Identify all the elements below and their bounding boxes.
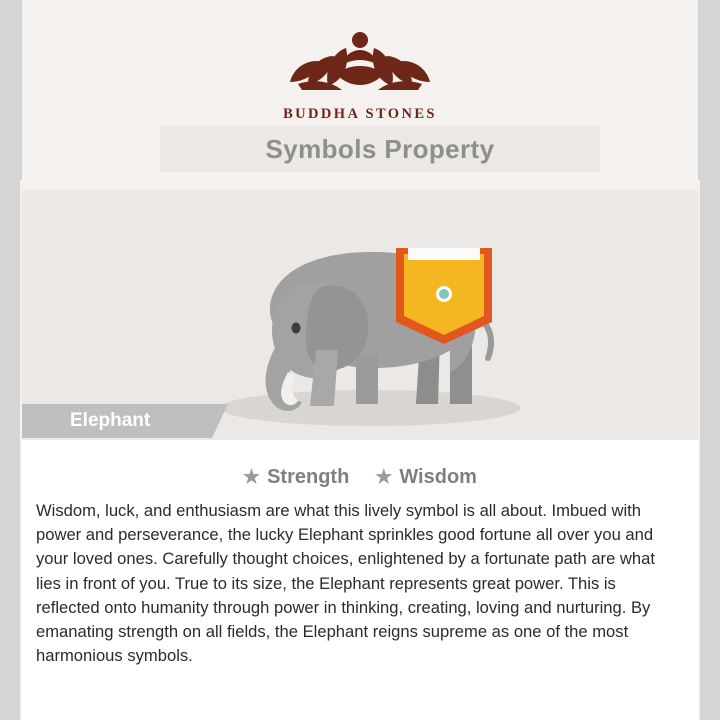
star-icon: ★ (243, 467, 261, 488)
lotus-meditation-icon (280, 22, 440, 102)
page-title: Symbols Property (265, 133, 495, 164)
right-edge-decoration (698, 0, 720, 180)
keyword-item (243, 466, 349, 489)
keyword-label: Wisdom (399, 466, 477, 488)
description-area (22, 440, 698, 720)
keyword-label: Strength (267, 466, 350, 488)
description-text: Wisdom, luck, and enthusiasm are what this lively symbol is all about. Imbued with power and perseverance, the lucky Elephant sprinkles good fortune all over you and your loved ones. Carefully thought choices, enlightened by a fortunate path are what lies in front of you. True to its size, the Elephant represents great power. This is reflected onto humanity through power in thinking, creating, loving and nurturing. By emanating strength on all fields, the Elephant reigns supreme as one of the most harmonious symbols. (36, 501, 655, 666)
symbol-label-tab (22, 404, 212, 438)
title-banner (160, 126, 600, 172)
header (22, 0, 698, 190)
elephant-illustration (120, 190, 600, 440)
brand-logo (22, 22, 698, 123)
symbol-label: Elephant (70, 410, 151, 431)
keyword-item (375, 466, 477, 489)
illustration-area (22, 190, 698, 440)
tab-skew-decoration (212, 404, 228, 438)
star-icon: ★ (375, 467, 393, 488)
keyword-list (22, 440, 698, 489)
brand-name: BUDDHA STONES (283, 106, 437, 122)
